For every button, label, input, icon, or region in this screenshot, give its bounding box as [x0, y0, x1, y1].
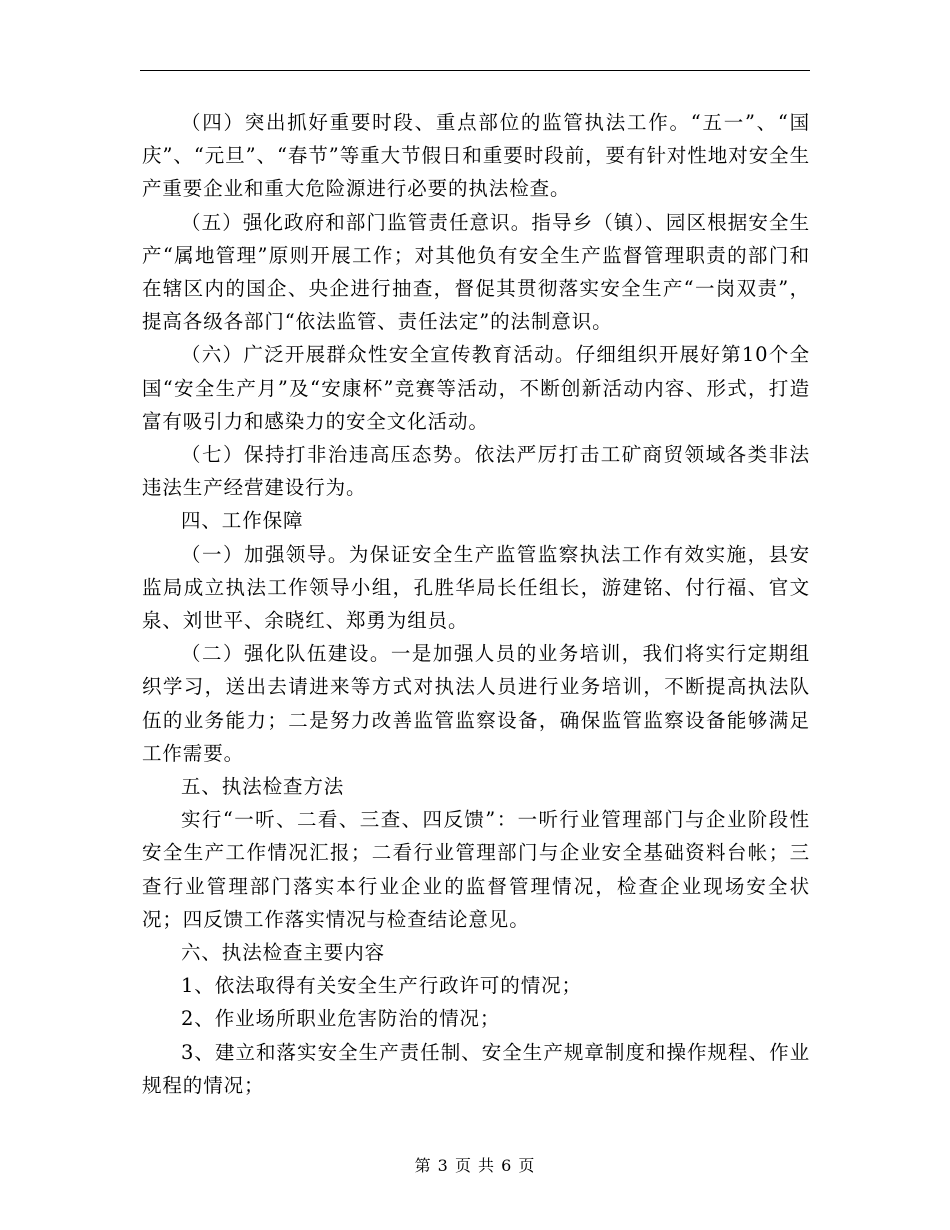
document-body	[142, 106, 810, 1102]
page-number-footer: 第 3 页 共 6 页	[414, 1156, 536, 1175]
heading-section-5: 五、执法检查方法	[181, 775, 345, 799]
list-item-6-2: 2、作业场所职业危害防治的情况；	[181, 1007, 501, 1031]
paragraph-section-4-2: （二）强化队伍建设。一是加强人员的业务培训，我们将实行定期组织学习，送出去请进来等方式对执法人员进行业务培训，不断提高执法队伍的业务能力；二是努力改善监管监察设备，确保监管监察设备能够满足工作需要。	[142, 642, 810, 765]
paragraph-section-3-4: （四）突出抓好重要时段、重点部位的监管执法工作。“五一”、“国庆”、“元旦”、“春节”等重大节假日和重要时段前，要有针对性地对安全生产重要企业和重大危险源进行必要的执法检查。	[142, 111, 810, 201]
header-rule	[140, 70, 810, 71]
list-item-6-1: 1、依法取得有关安全生产行政许可的情况；	[181, 974, 582, 998]
paragraph-section-3-7: （七）保持打非治违高压态势。依法严厉打击工矿商贸领域各类非法违法生产经营建设行为。	[142, 443, 810, 500]
paragraph-section-5: 实行“一听、二看、三查、四反馈”：一听行业管理部门与企业阶段性安全生产工作情况汇报；二看行业管理部门与企业安全基础资料台帐；三查行业管理部门落实本行业企业的监督管理情况，检查企业现场安全状况；四反馈工作落实情况与检查结论意见。	[142, 808, 810, 931]
heading-section-6: 六、执法检查主要内容	[181, 941, 386, 965]
heading-section-4: 四、工作保障	[181, 509, 304, 533]
paragraph-section-3-6: （六）广泛开展群众性安全宣传教育活动。仔细组织开展好第10个全国“安全生产月”及“安康杯”竞赛等活动，不断创新活动内容、形式，打造富有吸引力和感染力的安全文化活动。	[142, 343, 810, 433]
list-item-6-3: 3、建立和落实安全生产责任制、安全生产规章制度和操作规程、作业规程的情况；	[142, 1040, 810, 1097]
paragraph-section-3-5: （五）强化政府和部门监管责任意识。指导乡（镇）、园区根据安全生产“属地管理”原则开展工作；对其他负有安全生产监督管理职责的部门和在辖区内的国企、央企进行抽查，督促其贯彻落实安全生产“一岗双责”，提高各级各部门“依法监管、责任法定”的法制意识。	[142, 210, 810, 334]
paragraph-section-4-1: （一）加强领导。为保证安全生产监管监察执法工作有效实施，县安监局成立执法工作领导小组，孔胜华局长任组长，游建铭、付行福、官文泉、刘世平、余晓红、郑勇为组员。	[142, 542, 810, 633]
